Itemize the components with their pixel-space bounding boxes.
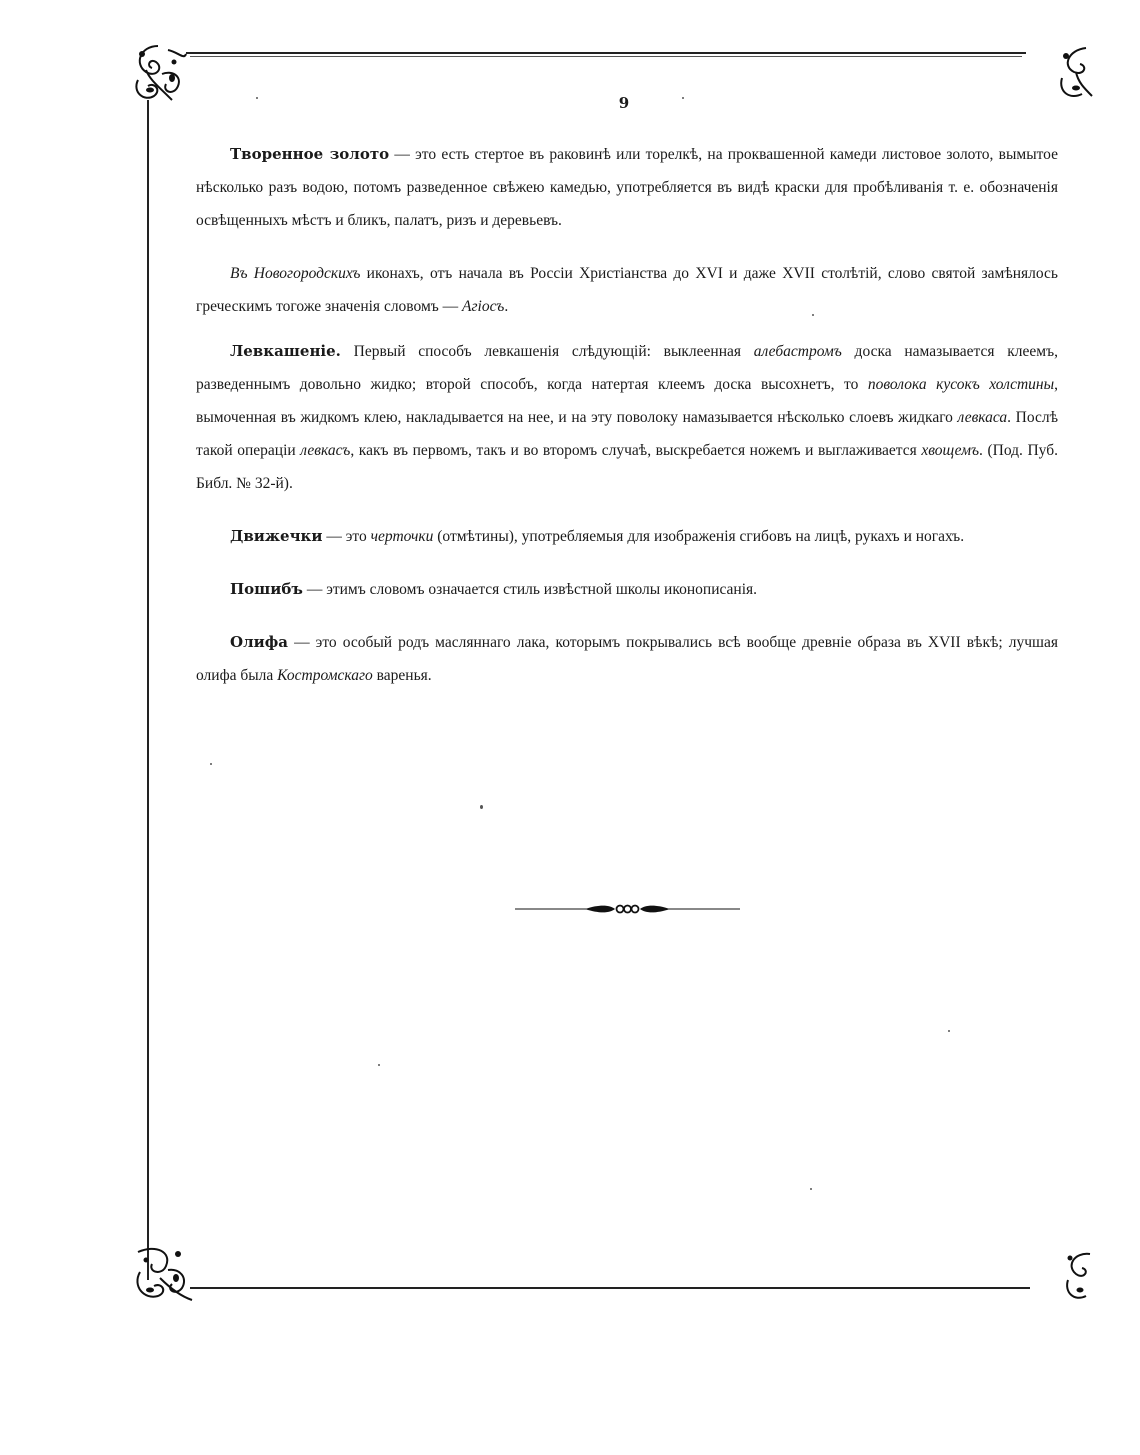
- entry-text: варенья.: [372, 667, 432, 684]
- entry-term: Пошибъ: [230, 580, 303, 598]
- frame-top-line-inner: [190, 56, 1022, 57]
- paper-speck: [812, 314, 814, 316]
- entry-italic-text: левкасъ: [300, 442, 351, 459]
- page-number: 9: [618, 94, 630, 112]
- flourish-corner-icon: [1060, 1246, 1094, 1306]
- paper-speck: [948, 1030, 950, 1032]
- entry-paragraph: [196, 138, 1058, 237]
- paper-speck: [378, 1064, 380, 1066]
- entry-term: Левкашеніе.: [230, 342, 341, 360]
- entry-italic-text: хвощемъ: [921, 442, 980, 459]
- entry-text: — это особый родъ масляннаго лака, которымъ покрывались всѣ вообще древніе образа въ XVII вѣкѣ; лучшая олифа была: [196, 634, 1058, 684]
- entry-italic-text: Агіосъ: [462, 298, 505, 315]
- entry-term: Творенное золото: [230, 145, 390, 163]
- frame-left-line: [147, 100, 149, 1280]
- entry-text: доска намазывается клеемъ, разведеннымъ довольно жидко; второй способъ, когда натертая клеемъ доска высохнетъ, то: [196, 343, 1058, 393]
- paper-speck: [810, 1188, 812, 1190]
- entry-paragraph: [196, 520, 1058, 553]
- entry-text: . (Под. Пуб. Библ. № 32-й).: [196, 442, 1058, 492]
- entry-text: иконахъ, отъ начала въ Россіи Христіанства до XVI и даже XVII столѣтій, слово святой замѣнялось греческимъ тогоже значенія словомъ —: [196, 265, 1058, 315]
- flourish-divider-icon: [515, 900, 740, 918]
- paper-speck: [682, 97, 684, 99]
- entry-text: , вымоченная въ жидкомъ клею, накладывается на нее, и на эту поволоку намазывается нѣсколько слоевъ жидкаго: [196, 376, 1058, 426]
- entry-term: Олифа: [230, 633, 289, 651]
- entry-term: Движечки: [230, 527, 323, 545]
- entry-italic-text: черточки: [370, 528, 434, 545]
- entry-paragraph: [196, 257, 1058, 323]
- entry-text: .: [504, 298, 509, 315]
- flourish-corner-icon: [1054, 42, 1094, 104]
- paper-speck: [210, 763, 212, 765]
- paper-speck: [256, 97, 258, 99]
- entry-text: Первый способъ левкашенія слѣдующій: выклеенная: [340, 343, 754, 360]
- entry-text: (отмѣтины), употребляемыя для изображенія сгибовъ на лицѣ, рукахъ и ногахъ.: [433, 528, 965, 545]
- entry-italic-text: левкаса: [957, 409, 1008, 426]
- entry-text: . Послѣ такой операціи: [196, 409, 1058, 459]
- entry-paragraph: [196, 626, 1058, 692]
- entry-italic-text: Костромскаго: [277, 667, 373, 684]
- frame-top-line: [186, 52, 1026, 54]
- entry-italic-text: Въ Новогородскихъ: [230, 265, 361, 282]
- main-text: [196, 138, 1058, 692]
- entry-italic-text: алебастромъ: [753, 343, 842, 360]
- flourish-corner-icon: [130, 1242, 194, 1306]
- frame-bottom-line: [190, 1287, 1030, 1289]
- entry-italic-text: поволока кусокъ холстины: [867, 376, 1055, 393]
- entry-text: — это есть стертое въ раковинѣ или торелкѣ, на проквашенной камеди листовое золото, вымытое нѣсколько разъ водою, потомъ разведенное свѣжею камедью, употребляется въ видѣ краски для пробѣливанія т. е. обозначенія освѣщенныхъ мѣстъ и бликъ, палатъ, ризъ и деревьевъ.: [196, 146, 1059, 229]
- flourish-corner-icon: [128, 40, 190, 106]
- entry-paragraph: [196, 573, 1058, 606]
- entry-text: — этимъ словомъ означается стиль извѣстной школы иконописанія.: [302, 581, 758, 598]
- entry-text: — это: [322, 528, 371, 545]
- entry-text: , какъ въ первомъ, такъ и во второмъ случаѣ, выскребается ножемъ и выглаживается: [350, 442, 922, 459]
- paper-speck: [480, 805, 483, 809]
- entry-paragraph: [196, 335, 1058, 500]
